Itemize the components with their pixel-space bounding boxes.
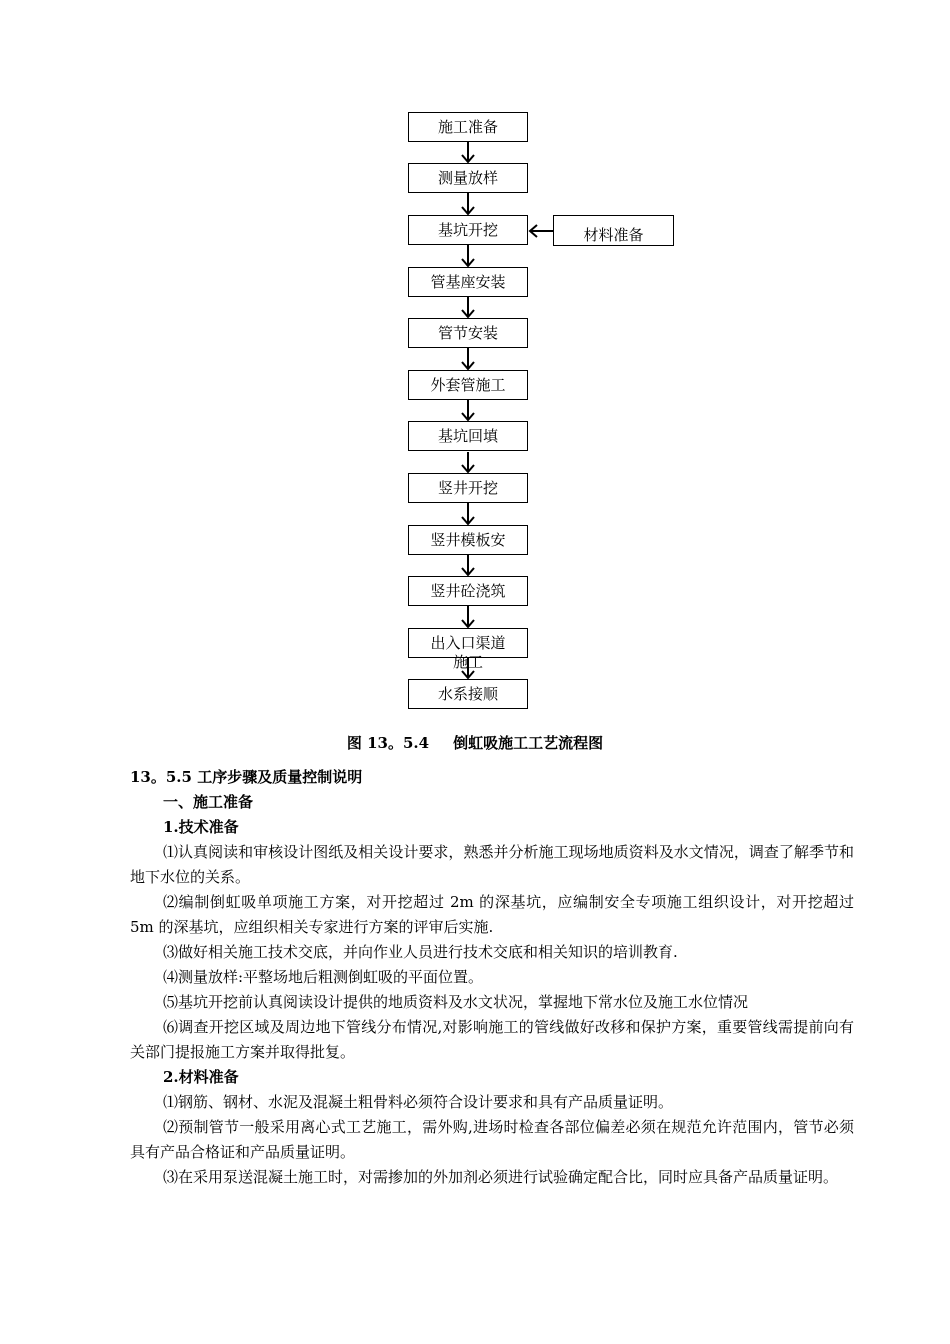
flow-step-6 <box>408 370 528 400</box>
tech-item-3: ⑶做好相关施工技术交底，并向作业人员进行技术交底和相关知识的培训教育. <box>163 943 678 961</box>
flow-step-label: 基坑回填 <box>437 427 498 445</box>
tech-item-4: ⑷测量放样:平整场地后粗测倒虹吸的平面位置。 <box>163 968 484 986</box>
flow-step-label: 测量放样 <box>437 169 498 187</box>
flow-step-label: 施工准备 <box>437 118 498 136</box>
flow-step-4 <box>408 267 528 297</box>
subsection-heading: 一、施工准备 <box>163 793 254 811</box>
flow-step-12 <box>408 679 528 709</box>
tech-prep-title: 1.技术准备 <box>163 818 239 836</box>
tech-item-1: ⑴认真阅读和审核设计图纸及相关设计要求，熟悉并分析施工现场地质资料及水文情况，调查了解季节和地下水位的关系。 <box>130 843 854 886</box>
flow-step-9 <box>408 525 528 555</box>
flow-step-label: 外套管施工 <box>430 376 506 394</box>
tech-item-6: ⑹调查开挖区域及周边地下管线分布情况,对影响施工的管线做好改移和保护方案，重要管线需提前向有关部门提报施工方案并取得批复。 <box>130 1018 854 1061</box>
flow-side-input <box>553 215 674 246</box>
flow-step-label: 管节安装 <box>437 324 498 342</box>
section-heading: 13。5.5 工序步骤及质量控制说明 <box>130 768 363 786</box>
caption-number: 图 13。5.4 <box>346 734 430 752</box>
tech-item-2: ⑵编制倒虹吸单项施工方案，对开挖超过 2m 的深基坑，应编制安全专项施工组织设计，对开挖超过 5m 的深基坑，应组织相关专家进行方案的评审后实施. <box>130 893 854 936</box>
figure-caption <box>0 732 950 753</box>
flow-step-10 <box>408 576 528 606</box>
material-item-1: ⑴钢筋、钢材、水泥及混凝土粗骨料必须符合设计要求和具有产品质量证明。 <box>163 1093 674 1111</box>
flow-step-1 <box>408 112 528 142</box>
caption-title: 倒虹吸施工工艺流程图 <box>453 734 604 752</box>
flow-step-7 <box>408 421 528 451</box>
flow-step-label: 出入口渠道 <box>430 634 506 652</box>
flow-step-label: 管基座安装 <box>430 273 506 291</box>
flow-step-label: 竖井砼浇筑 <box>430 582 506 600</box>
flow-step-label: 水系接顺 <box>437 685 498 703</box>
flow-step-label-line2: 施工 <box>452 653 483 671</box>
material-item-2: ⑵预制管节一般采用离心式工艺施工，需外购,进场时检查各部位偏差必须在规范允许范围内，管节必须具有产品合格证和产品质量证明。 <box>130 1118 854 1161</box>
flow-step-5 <box>408 318 528 348</box>
flow-side-label: 材料准备 <box>583 226 644 244</box>
flow-step-label: 基坑开挖 <box>437 221 498 239</box>
material-item-3: ⑶在采用泵送混凝土施工时，对需掺加的外加剂必须进行试验确定配合比，同时应具备产品质量证明。 <box>163 1168 839 1186</box>
flow-step-label: 竖井开挖 <box>437 479 498 497</box>
flow-step-8 <box>408 473 528 503</box>
material-prep-title: 2.材料准备 <box>163 1068 239 1086</box>
flow-step-11 <box>408 628 528 671</box>
tech-item-5: ⑸基坑开挖前认真阅读设计提供的地质资料及水文状况，掌握地下常水位及施工水位情况 <box>163 993 749 1011</box>
flow-step-2 <box>408 163 528 193</box>
flow-step-3 <box>408 215 528 245</box>
flow-step-label: 竖井模板安 <box>430 531 506 549</box>
